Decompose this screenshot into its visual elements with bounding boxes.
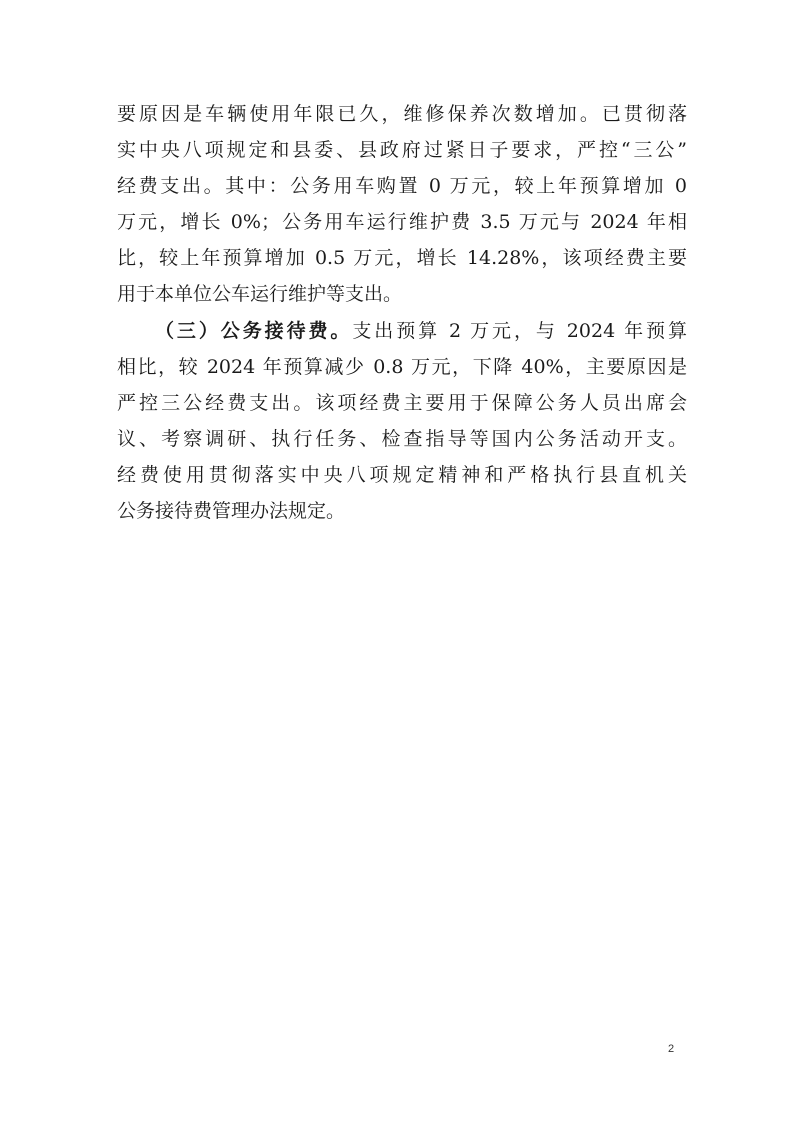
page-number: 2: [668, 1043, 675, 1055]
paragraph-line: 严控三公经费支出。该项经费主要用于保障公务人员出席会: [117, 392, 687, 414]
paragraph-line-rest: 支出预算 2 万元，与 2024 年预算: [352, 320, 687, 342]
paragraph-first-line: [117, 313, 687, 349]
paragraph-line: 经费支出。其中：公务用车购置 0 万元，较上年预算增加 0: [117, 175, 687, 197]
paragraph-line: 公务接待费管理办法规定。: [117, 500, 346, 522]
paragraph-line: 万元，增长 0%；公务用车运行维护费 3.5 万元与 2024 年相: [117, 211, 687, 233]
paragraph-line: 比，较上年预算增加 0.5 万元，增长 14.28%，该项经费主要: [117, 247, 687, 269]
paragraph-line: 要原因是车辆使用年限已久，维修保养次数增加。已贯彻落: [117, 103, 687, 125]
paragraph-line: 用于本单位公车运行维护等支出。: [117, 283, 403, 305]
paragraph-line: 相比，较 2024 年预算减少 0.8 万元，下降 40%，主要原因是: [117, 356, 687, 378]
paragraph-official-vehicle: [117, 96, 687, 312]
section-heading: （三）公务接待费。: [155, 320, 353, 342]
paragraph-line: 实中央八项规定和县委、县政府过紧日子要求，严控“三公”: [117, 139, 687, 161]
paragraph-line: 经费使用贯彻落实中央八项规定精神和严格执行县直机关: [117, 464, 687, 486]
paragraph-reception-expense: [117, 313, 687, 529]
paragraph-line: 议、考察调研、执行任务、检查指导等国内公务活动开支。: [117, 428, 687, 450]
